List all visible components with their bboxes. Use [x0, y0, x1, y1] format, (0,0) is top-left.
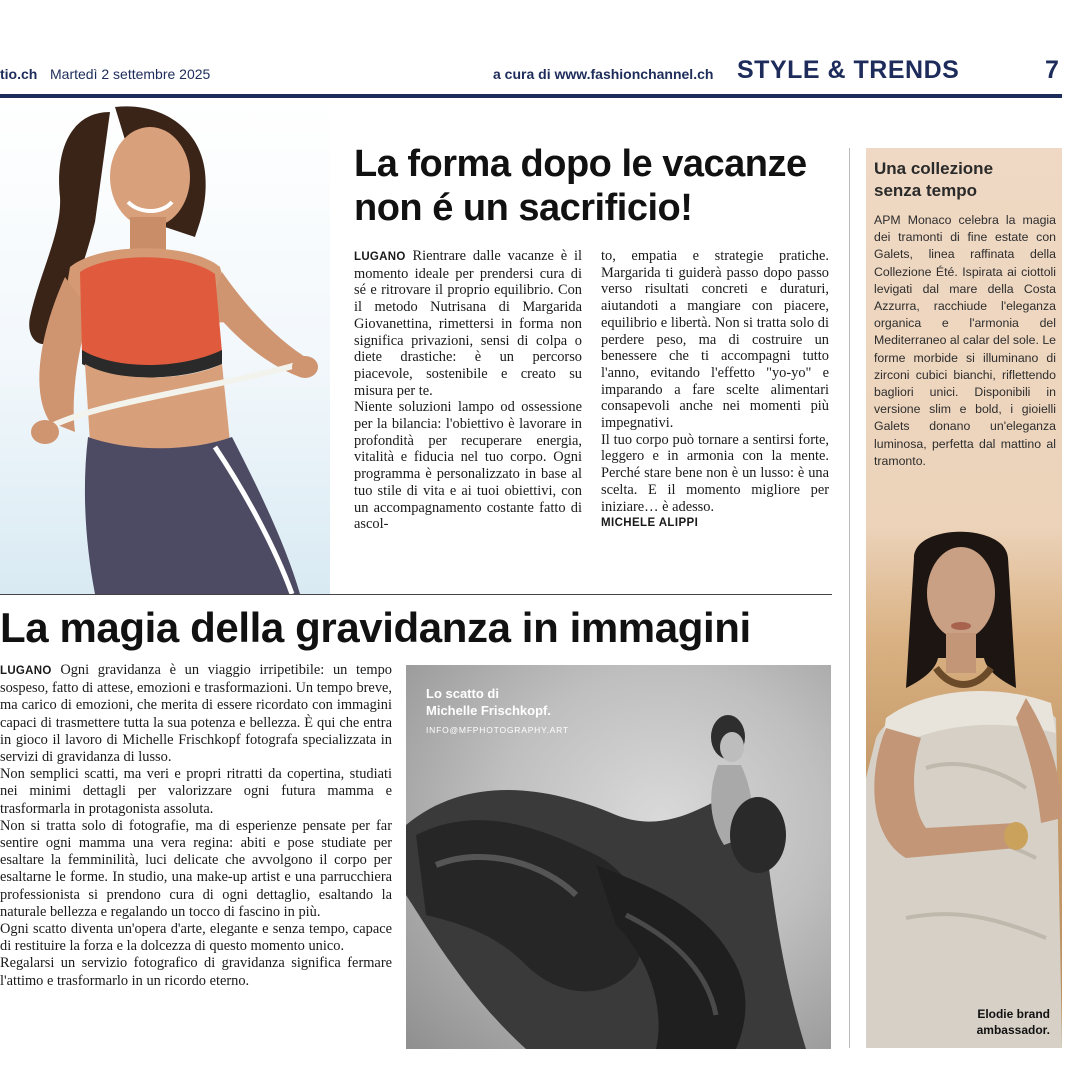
photo-caption-line1: Lo scatto di	[426, 686, 499, 701]
pregnancy-fabric-illustration	[406, 665, 831, 1049]
ambassador-photo	[866, 518, 1062, 1048]
article2-body	[0, 662, 392, 990]
article2-p4: Ogni scatto diventa un'opera d'arte, elegante e senza tempo, capace di restituire la forza e la dolcezza di questo momento unico.	[0, 921, 392, 955]
fitness-photo	[0, 102, 330, 594]
header-rule	[0, 94, 1062, 98]
article1-title	[354, 142, 844, 230]
photographer-email-link[interactable]: INFO@MFPHOTOGRAPHY.ART	[426, 725, 569, 735]
ambassador-caption-line2: ambassador.	[976, 1023, 1050, 1037]
photo-caption	[426, 685, 551, 719]
sidebar-title-line1: Una collezione	[874, 159, 994, 178]
article1-column-1	[354, 248, 582, 533]
sidebar-box	[866, 148, 1062, 1048]
page-number: 7	[1045, 56, 1059, 84]
article1-column-2	[601, 248, 829, 532]
article2-dateline: LUGANO	[0, 665, 52, 677]
article1-title-line1: La forma dopo le vacanze	[354, 143, 807, 185]
article2-title: La magia della gravidanza in immagini	[0, 604, 751, 651]
article2-p1: Ogni gravidanza è un viaggio irripetibile: un tempo sospeso, fatto di attese, emozioni e trasformazioni. Un tempo breve, ma carico di emozioni, che merita di essere ricordato con immagini capaci di trasmettere tutta la sua potenza e bellezza. È qui che entra in gioco il lavoro di Michelle Frischkopf fotografa specializzata in servizi di gravidanza di lusso.	[0, 662, 392, 766]
article2-p3: Non si tratta solo di fotografie, ma di esperienze pensate per far sentire ogni mamma una vera regina: abiti e pose studiate per esaltare la femminilità, luci delicate che avvolgono il corpo per esaltarne le forme. In studio, una make-up artist e una parrucchiera professionista si prendono cura di ogni dettaglio, esaltando la naturale bellezza e regalando un tocco di fascino in più.	[0, 817, 392, 920]
article1-col1-p2: Niente soluzioni lampo od ossessione per la bilancia: l'obiettivo è lavorare in profondità per recuperare energia, vitalità e fiducia nel tuo corpo. Ogni programma è personalizzato in base al tuo stile di vita e ai tuoi obiettivi, con un accompagnamento costante fatto di ascol-	[354, 399, 582, 533]
sidebar-title	[874, 158, 1058, 202]
ambassador-illustration	[866, 518, 1062, 1048]
site-name[interactable]: tio.ch	[0, 66, 38, 82]
article1-col1-p1: Rientrare dalle vacanze è il momento ideale per prendersi cura di sé e ritrovare il proprio equilibrio. Con il metodo Nutrisana di Margarida Giovanettina, rimettersi in forma non significa privazioni, sensi di colpa o diete drastiche: è un percorso piacevole, sostenibile e creato su misura per te.	[354, 248, 582, 399]
column-divider	[849, 148, 850, 1048]
pregnancy-photo	[406, 665, 831, 1049]
section-divider	[0, 594, 832, 595]
article1-col2-p2: Il tuo corpo può tornare a sentirsi forte, leggero e in armonia con la mente. Perché stare bene non è un lusso: è una scelta. E il momento migliore per iniziare… è adesso.	[601, 431, 829, 515]
article1-col2-p1: to, empatia e strategie pratiche. Margarida ti guiderà passo dopo passo verso risultati concreti e duraturi, aiutandoti a mangiare con piacere, equilibrio e libertà. Non si tratta solo di perdere peso, ma di costruire un benessere che ti accompagni tutto l'anno, evitando l'effetto "yo-yo" e imparando a fare scelte alimentari consapevoli anche nei momenti più impegnativi.	[601, 248, 829, 432]
article1-title-line2: non é un sacrificio!	[354, 187, 693, 229]
ambassador-caption	[977, 1006, 1050, 1038]
issue-date: Martedì 2 settembre 2025	[50, 66, 211, 82]
article1-dateline: LUGANO	[354, 251, 406, 263]
sidebar-text: APM Monaco celebra la magia dei tramonti di fine estate con Galets, linea raffinata della Collezione Été. Ispirata ai ciottoli levigati dal mare della Costa Azzurra, racchiude l'eleganza organica e l'armonia del Mediterraneo al calar del sole. Le forme morbide si illuminano di zirconi cubici bianchi, riflettendo bagliori unici. Disponibili in versione slim e bold, i gioielli Galets donano un'eleganza luminosa, perfetta dal mattino al tramonto.	[874, 213, 1056, 468]
curated-by-link[interactable]: a cura di www.fashionchannel.ch	[493, 66, 714, 82]
fitness-woman-illustration	[0, 102, 330, 594]
ambassador-caption-line1: Elodie brand	[977, 1007, 1050, 1021]
photo-caption-line2: Michelle Frischkopf.	[426, 703, 551, 718]
article2-paragraph	[0, 662, 392, 766]
article1-byline: MICHELE ALIPPI	[601, 517, 699, 530]
section-title: STYLE & TRENDS	[737, 56, 960, 84]
article2-p5: Regalarsi un servizio fotografico di gravidanza significa fermare l'attimo e trasformarlo in un ricordo eterno.	[0, 955, 392, 989]
article1-paragraph	[354, 248, 582, 399]
page-header	[0, 50, 1062, 96]
article2-p2: Non semplici scatti, ma veri e propri ritratti da copertina, studiati nei minimi dettagli per valorizzare ogni futura mamma e trasformarla in protagonista assoluta.	[0, 766, 392, 817]
sidebar-title-line2: senza tempo	[874, 181, 977, 200]
